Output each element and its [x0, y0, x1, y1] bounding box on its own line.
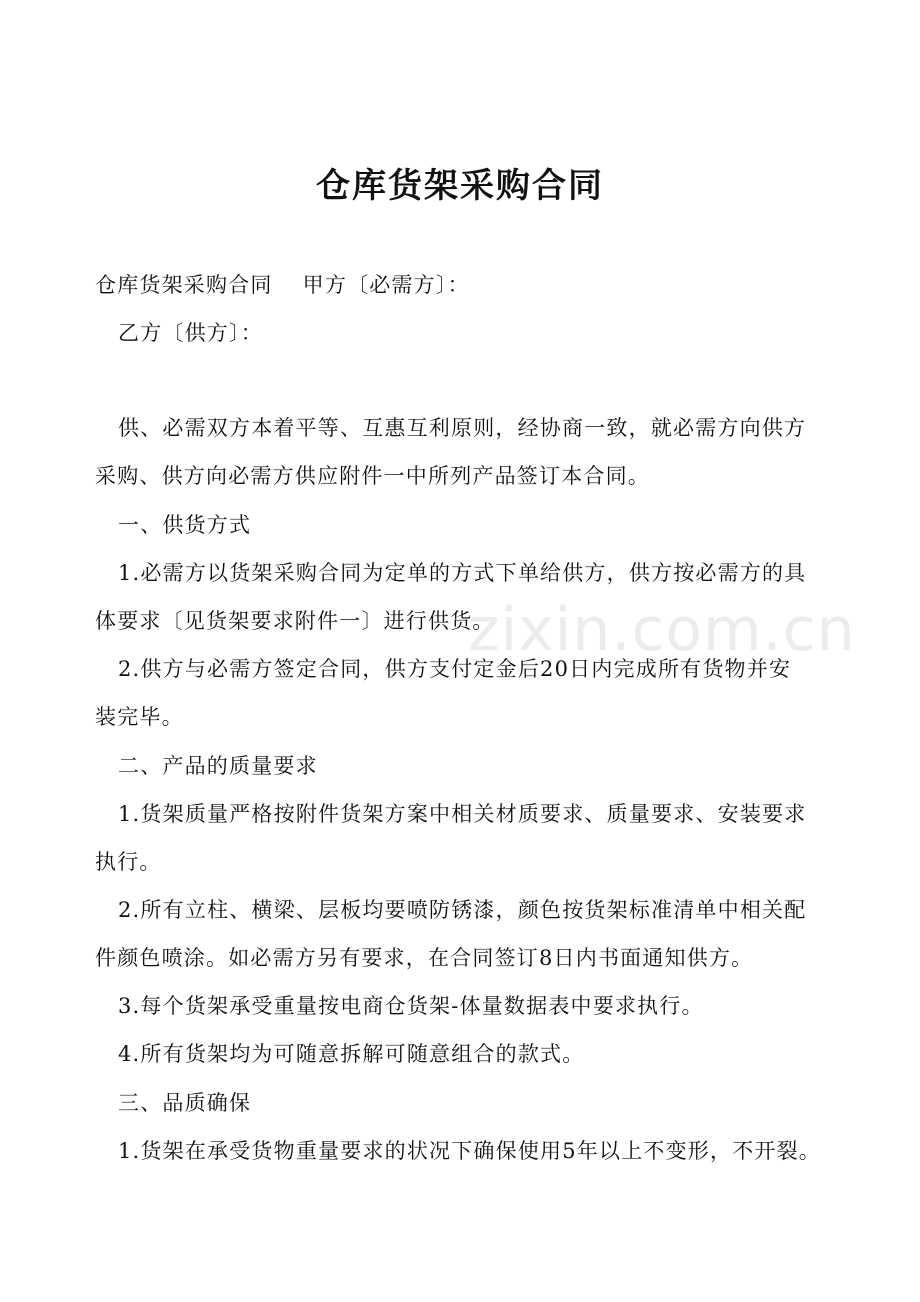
paragraph-line: 2.供方与必需方签定合同，供方支付定金后20日内完成所有货物并安 — [118, 657, 792, 681]
paragraph-line: 3.每个货架承受重量按电商仓货架-体量数据表中要求执行。 — [118, 994, 704, 1018]
paragraph-line: 装完毕。 — [95, 705, 184, 729]
paragraph-line: 1.货架质量严格按附件货架方案中相关材质要求、质量要求、安装要求 — [118, 802, 807, 826]
paragraph-line: 4.所有货架均为可随意拆解可随意组合的款式。 — [118, 1042, 585, 1066]
party-a-line: 仓库货架采购合同 甲方〔必需方〕： — [95, 273, 470, 297]
paragraph-line: 1.货架在承受货物重量要求的状况下确保使用5年以上不变形，不开裂。 — [118, 1139, 821, 1163]
paragraph-line: 件颜色喷涂。如必需方另有要求，在合同签订8日内书面通知供方。 — [95, 946, 754, 970]
watermark: zixin.com.cn — [468, 595, 856, 665]
section-heading: 三、品质确保 — [118, 1091, 252, 1115]
party-b-line: 乙方〔供方〕： — [118, 321, 263, 345]
section-heading: 二、产品的质量要求 — [118, 754, 318, 778]
document-title: 仓库货架采购合同 — [316, 166, 604, 206]
paragraph-line: 2.所有立柱、横梁、层板均要喷防锈漆，颜色按货架标准清单中相关配 — [118, 898, 807, 922]
paragraph-line: 供、必需双方本着平等、互惠互利原则，经协商一致，就必需方向供方 — [118, 416, 807, 440]
paragraph-line: 体要求〔见货架要求附件一〕进行供货。 — [95, 609, 495, 633]
section-heading: 一、供货方式 — [118, 513, 252, 537]
paragraph-line: 执行。 — [95, 850, 162, 874]
paragraph-line: 1.必需方以货架采购合同为定单的方式下单给供方，供方按必需方的具 — [118, 561, 807, 585]
paragraph-line: 采购、供方向必需方供应附件一中所列产品签订本合同。 — [95, 464, 650, 488]
